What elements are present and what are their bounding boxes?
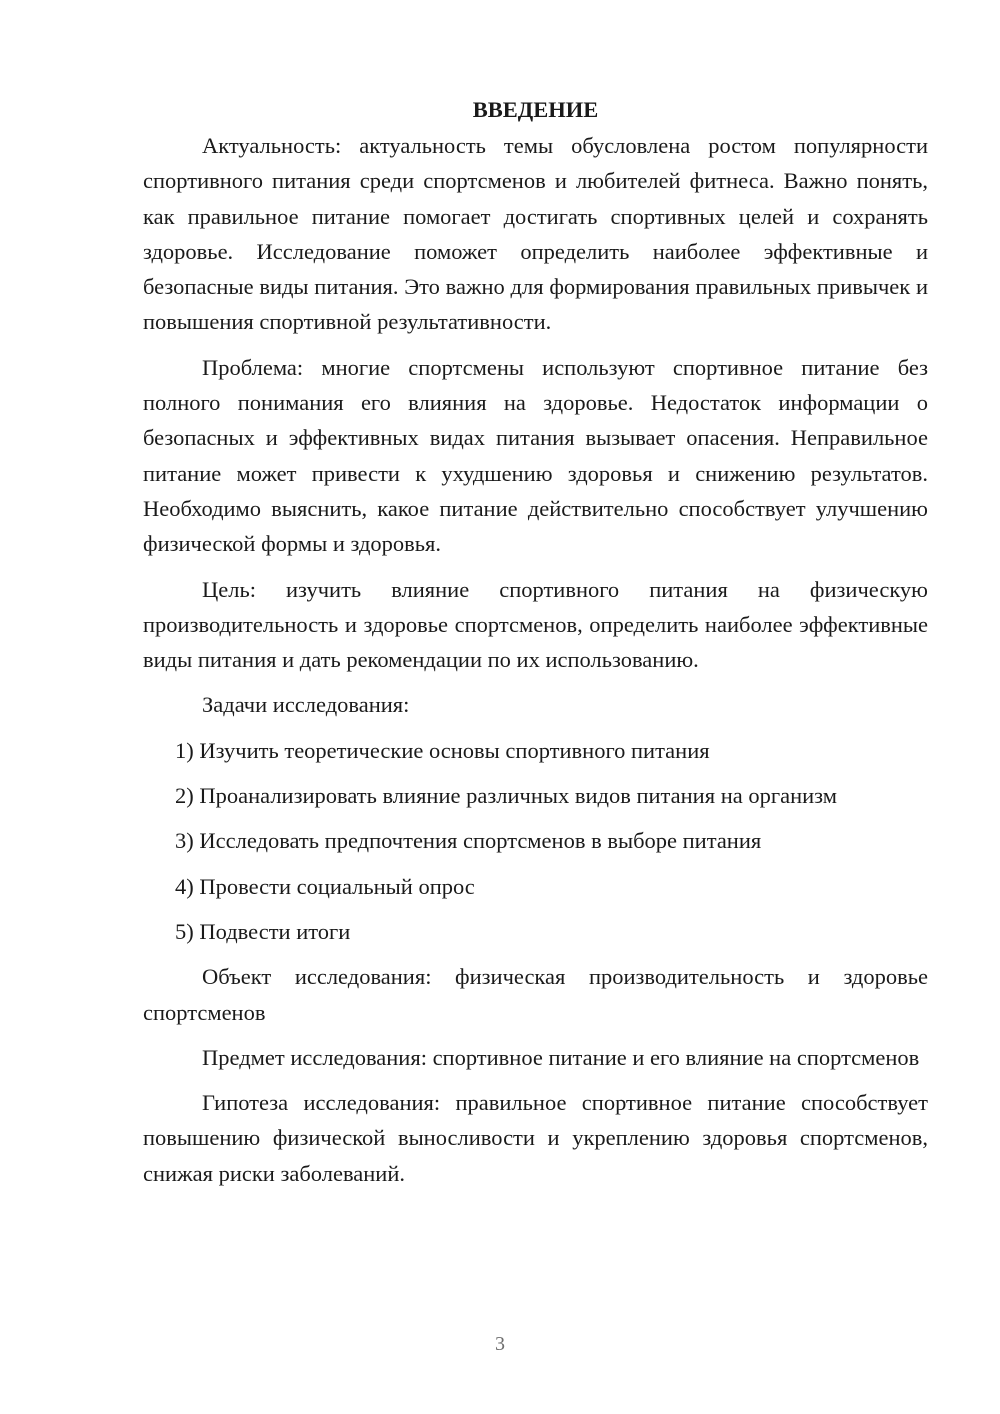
goal-paragraph: Цель: изучить влияние спортивного питания на физическую производительность и здоровье спортсменов, определить наиболее эффективные виды питания и дать рекомендации по их использованию. [143, 576, 928, 673]
subject-paragraph: Предмет исследования: спортивное питание и его влияние на спортсменов [202, 1044, 920, 1070]
tasks-list [143, 733, 928, 949]
object-paragraph: Объект исследования: физическая производительность и здоровье спортсменов [143, 964, 928, 1025]
list-item: 3) Исследовать предпочтения спортсменов в выборе питания [175, 828, 762, 854]
list-item: 2) Проанализировать влияние различных видов питания на организм [175, 783, 837, 809]
page-number: 3 [495, 1333, 505, 1355]
list-item: 5) Подвести итоги [175, 918, 351, 944]
problem-paragraph: Проблема: многие спортсмены используют спортивное питание без полного понимания его влияния на здоровье. Недостаток информации о безопасных и эффективных видах питания вызывает опасения. Неправильное питание может привести к ухудшению здоровья и снижению результатов. Необходимо выяснить, какое питание действительно способствует улучшению физической формы и здоровья. [143, 354, 928, 557]
hypothesis-paragraph: Гипотеза исследования: правильное спортивное питание способствует повышению физической выносливости и укреплению здоровья спортсменов, снижая риски заболеваний. [143, 1090, 928, 1186]
tasks-heading: Задачи исследования: [202, 692, 410, 718]
page-title: ВВЕДЕНИЕ [472, 97, 599, 122]
list-item: 1) Изучить теоретические основы спортивного питания [175, 737, 710, 763]
page-content [143, 92, 928, 1191]
list-item: 4) Провести социальный опрос [175, 873, 475, 899]
relevance-paragraph: Актуальность: актуальность темы обусловлена ростом популярности спортивного питания среди спортсменов и любителей фитнеса. Важно понять, как правильное питание помогает достигать спортивных целей и сохранять здоровье. Исследование поможет определить наиболее эффективные и безопасные виды питания. Это важно для формирования правильных привычек и повышения спортивной результативности. [143, 133, 928, 335]
